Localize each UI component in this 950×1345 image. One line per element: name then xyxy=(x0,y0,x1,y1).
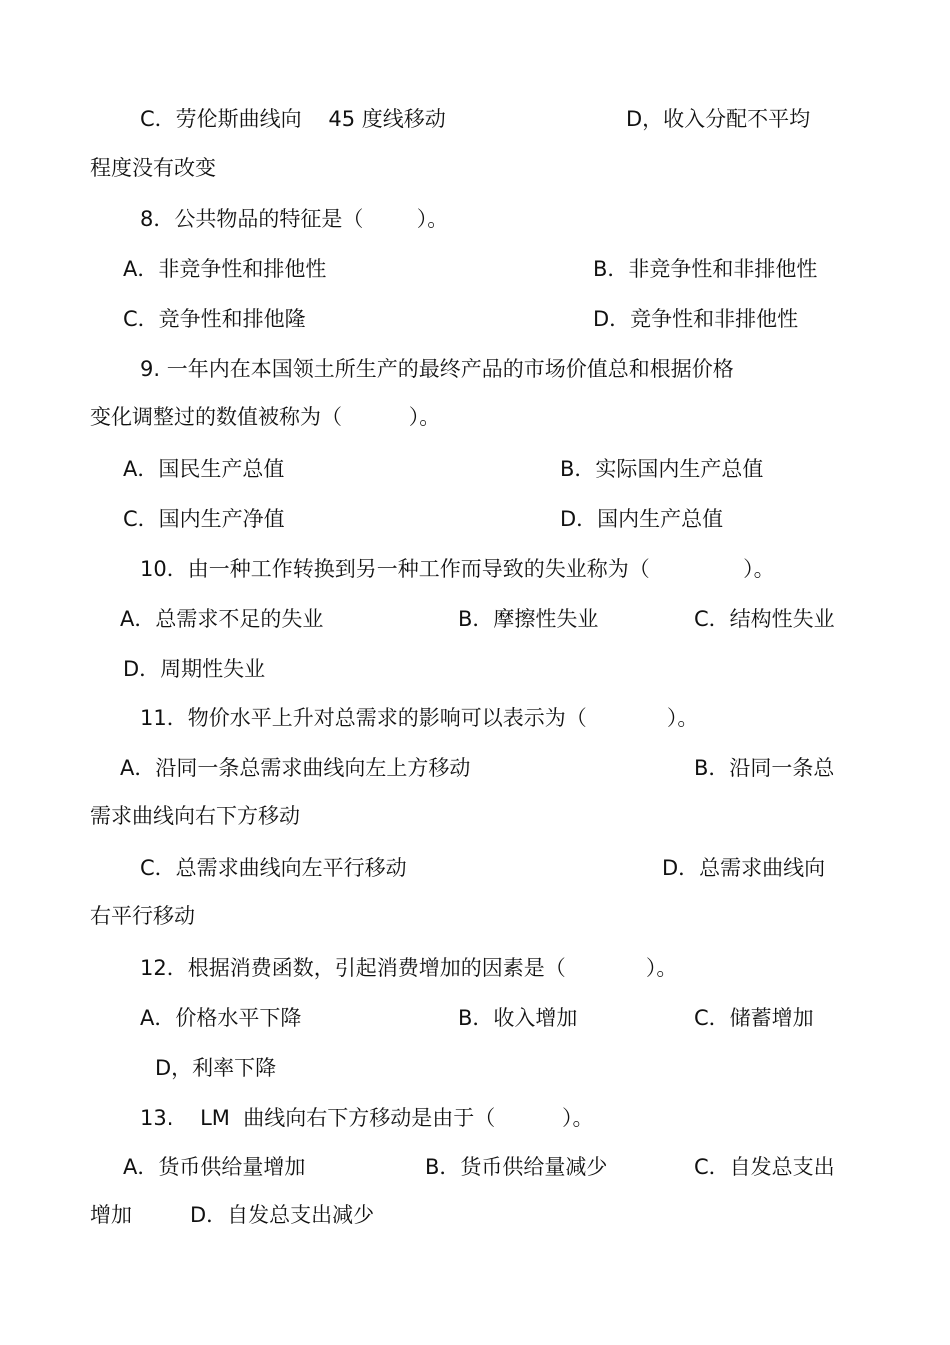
option-a: A．价格水平下降 xyxy=(140,1006,302,1030)
question-8: 8．公共物品的特征是（ ）。 xyxy=(140,207,449,231)
text-line: 程度没有改变 xyxy=(90,156,216,180)
option-d: D．自发总支出减少 xyxy=(190,1203,375,1227)
question-11: 11．物价水平上升对总需求的影响可以表示为（ ）。 xyxy=(140,706,699,730)
option-d: D．周期性失业 xyxy=(123,657,266,681)
option-d: D，利率下降 xyxy=(155,1056,277,1080)
option-b: B．沿同一条总 xyxy=(694,756,835,780)
option-b-cont: 需求曲线向右下方移动 xyxy=(90,804,300,828)
option-b: B．摩擦性失业 xyxy=(458,607,599,631)
option-b: B．货币供给量减少 xyxy=(425,1155,608,1179)
text-line: D，收入分配不平均 xyxy=(626,107,811,131)
question-10: 10．由一种工作转换到另一种工作而导致的失业称为（ ）。 xyxy=(140,557,775,581)
option-d: D．竞争性和非排他性 xyxy=(593,307,799,331)
option-c-cont: 增加 xyxy=(90,1203,132,1227)
option-c: C．竞争性和排他隆 xyxy=(123,307,306,331)
option-a: A．总需求不足的失业 xyxy=(120,607,324,631)
option-c: C．结构性失业 xyxy=(694,607,835,631)
option-d: D．总需求曲线向 xyxy=(662,856,826,880)
option-d: D．国内生产总值 xyxy=(560,507,724,531)
option-a: A．非竞争性和排他性 xyxy=(123,257,327,281)
question-9: 9. 一年内在本国领土所生产的最终产品的市场价值总和根据价格 xyxy=(140,357,734,381)
question-13: 13. LM 曲线向右下方移动是由于（ ）。 xyxy=(140,1106,594,1130)
option-d-cont: 右平行移动 xyxy=(90,904,195,928)
option-c: C．储蓄增加 xyxy=(694,1006,814,1030)
option-c: C．国内生产净值 xyxy=(123,507,285,531)
question-9-cont: 变化调整过的数值被称为（ ）。 xyxy=(90,405,441,429)
option-c: C．总需求曲线向左平行移动 xyxy=(140,856,407,880)
option-a: A．沿同一条总需求曲线向左上方移动 xyxy=(120,756,471,780)
option-b: B．收入增加 xyxy=(458,1006,578,1030)
option-a: A．国民生产总值 xyxy=(123,457,285,481)
option-a: A．货币供给量增加 xyxy=(123,1155,306,1179)
option-b: B．非竞争性和非排他性 xyxy=(593,257,818,281)
option-c: C．自发总支出 xyxy=(694,1155,835,1179)
text-line: C．劳伦斯曲线向 45 度线移动 xyxy=(140,107,446,131)
option-b: B．实际国内生产总值 xyxy=(560,457,764,481)
question-12: 12．根据消费函数，引起消费增加的因素是（ ）。 xyxy=(140,956,678,980)
